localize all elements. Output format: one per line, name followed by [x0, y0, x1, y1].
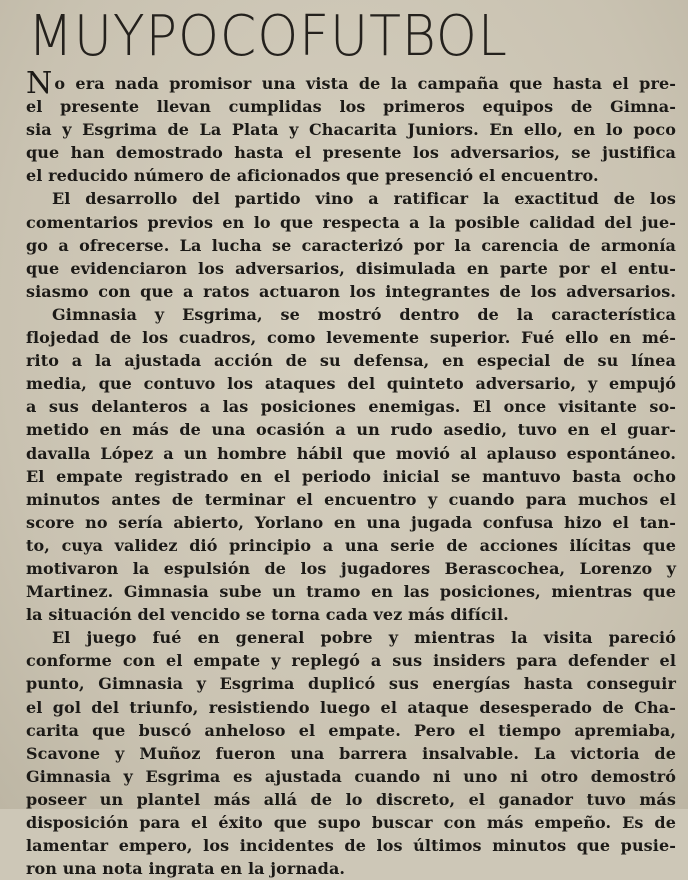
text-line: la situación del vencido se torna cada vez más difícil.: [26, 605, 509, 625]
text-line: No era nada promisor una vista de la campaña que hasta el pre-: [26, 66, 676, 101]
text-line: go a ofrecerse. La lucha se caracterizó por la carencia de armonía: [26, 235, 676, 255]
text-line: conforme con el empate y replegó a sus insiders para defender el: [26, 651, 676, 671]
text-line: media, que contuvo los ataques del quinteto adversario, y empujó: [26, 374, 676, 394]
text-line: El empate registrado en el periodo inicial se mantuvo basta ocho: [26, 466, 676, 486]
text-line: El desarrollo del partido vino a ratificar la exactitud de los: [52, 189, 676, 209]
text-line: el gol del triunfo, resistiendo luego el ataque desesperado de Cha-: [26, 697, 676, 717]
text-line: rito a la ajustada acción de su defensa, en especial de su línea: [26, 351, 676, 371]
text-line: flojedad de los cuadros, como levemente superior. Fué ello en mé-: [26, 328, 676, 348]
paragraph-2: [26, 187, 678, 626]
text-line: el reducido número de aficionados que presenció el encuentro.: [26, 166, 599, 186]
headline: MUYPOCOFUTBOL: [28, 4, 508, 69]
text-line: disposición para el éxito que supo buscar con más empeño. Es de: [26, 813, 676, 832]
drop-cap: N: [26, 66, 53, 101]
text-line: carita que buscó anheloso el empate. Pero el tiempo apremiaba,: [26, 720, 676, 740]
text-line: poseer un plantel más allá de lo discreto, el ganador tuvo más: [26, 789, 676, 809]
text-line: comentarios previos en lo que respecta a la posible calidad del jue-: [26, 212, 676, 232]
text-line: metido en más de una ocasión a un rudo asedio, tuvo en el guar-: [26, 420, 676, 440]
text-line: a sus delanteros a las posiciones enemigas. El once visitante so-: [26, 397, 676, 417]
paragraph-3: [26, 626, 678, 880]
paragraph-1: [26, 66, 678, 187]
text-line: que han demostrado hasta el presente los adversarios, se justifica: [26, 143, 676, 163]
text-line: lamentar empero, los incidentes de los últimos minutos que pusie-: [26, 836, 676, 856]
text-line: Gimnasia y Esgrima es ajustada cuando ni uno ni otro demostró: [26, 766, 676, 786]
text-line: punto, Gimnasia y Esgrima duplicó sus energías hasta conseguir: [26, 674, 676, 694]
text-line: sia y Esgrima de La Plata y Chacarita Juniors. En ello, en lo poco: [26, 120, 676, 140]
text-line: que evidenciaron los adversarios, disimulada en parte por el entu-: [26, 258, 676, 278]
text-line: minutos antes de terminar el encuentro y cuando para muchos el: [26, 489, 676, 509]
text-line: score no sería abierto, Yorlano en una jugada confusa hizo el tan-: [26, 512, 676, 532]
text-line: Martinez. Gimnasia sube un tramo en las posiciones, mientras que: [26, 582, 676, 602]
text-line: to, cuya validez dió principio a una serie de acciones ilícitas que: [26, 535, 676, 555]
text-line: siasmo con que a ratos actuaron los integrantes de los adversarios.: [26, 281, 676, 301]
text-line: El juego fué en general pobre y mientras la visita pareció: [52, 628, 676, 648]
text-line: motivaron la espulsión de los jugadores Berascochea, Lorenzo y: [26, 558, 676, 578]
text-line: el presente llevan cumplidas los primeros equipos de Gimna-: [26, 97, 676, 117]
text-line: Scavone y Muñoz fueron una barrera insalvable. La victoria de: [26, 743, 676, 763]
text-line: Gimnasia y Esgrima, se mostró dentro de la característica: [52, 304, 676, 324]
text-line: davalla López a un hombre hábil que movió al aplauso espontáneo.: [26, 443, 676, 463]
article-body: [26, 66, 678, 880]
text-line: ron una nota ingrata en la jornada.: [26, 859, 346, 879]
